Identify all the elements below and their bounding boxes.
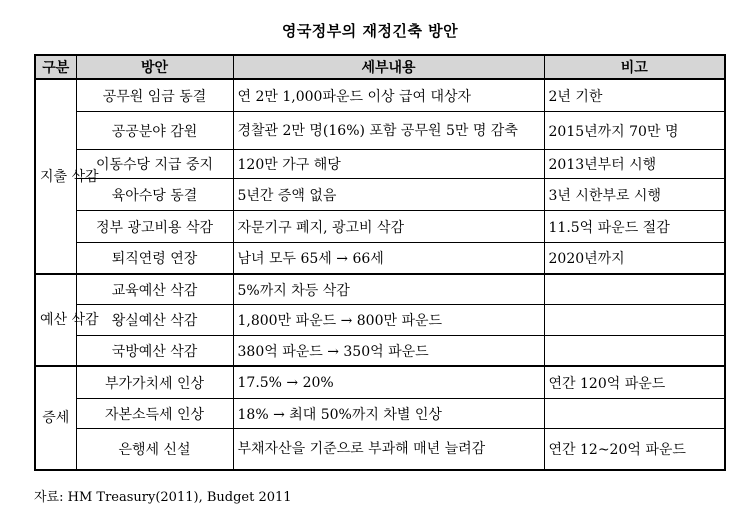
plan-cell: 공공분야 감원 — [76, 112, 233, 150]
note-cell: 3년 시한부로 시행 — [544, 179, 725, 211]
detail-cell: 5%까지 차등 삭감 — [233, 274, 544, 305]
plan-cell: 정부 광고비용 삭감 — [76, 211, 233, 243]
note-cell: 2013년부터 시행 — [544, 150, 725, 179]
table-row — [35, 305, 725, 336]
detail-cell: 17.5% → 20% — [233, 366, 544, 399]
header-note: 비고 — [544, 55, 725, 79]
plan-cell: 부가가치세 인상 — [76, 366, 233, 399]
plan-cell: 국방예산 삭감 — [76, 336, 233, 367]
note-cell — [544, 305, 725, 336]
table-row — [35, 429, 725, 471]
table-row — [35, 112, 725, 150]
plan-cell: 자본소득세 인상 — [76, 399, 233, 429]
table-row — [35, 274, 725, 305]
note-cell: 2015년까지 70만 명 — [544, 112, 725, 150]
note-cell — [544, 336, 725, 367]
detail-cell: 부채자산을 기준으로 부과해 매년 늘려감 — [233, 429, 544, 471]
detail-cell: 120만 가구 해당 — [233, 150, 544, 179]
plan-cell: 은행세 신설 — [76, 429, 233, 471]
table-row — [35, 150, 725, 179]
note-cell — [544, 274, 725, 305]
detail-cell: 1,800만 파운드 → 800만 파운드 — [233, 305, 544, 336]
note-cell: 11.5억 파운드 절감 — [544, 211, 725, 243]
austerity-table — [34, 54, 726, 471]
header-category: 구분 — [35, 55, 76, 79]
plan-cell: 이동수당 지급 중지 — [76, 150, 233, 179]
category-cell: 증세 — [35, 366, 76, 470]
table-row — [35, 243, 725, 275]
table-row — [35, 366, 725, 399]
table-header-row — [35, 55, 725, 79]
note-cell — [544, 399, 725, 429]
document-title: 영국정부의 재정긴축 방안 — [281, 22, 459, 40]
source-note: 자료: HM Treasury(2011), Budget 2011 — [34, 490, 292, 505]
table-row — [35, 179, 725, 211]
detail-cell: 연 2만 1,000파운드 이상 급여 대상자 — [233, 79, 544, 112]
note-cell: 연간 12~20억 파운드 — [544, 429, 725, 471]
table-row — [35, 336, 725, 367]
plan-cell: 교육예산 삭감 — [76, 274, 233, 305]
category-cell: 예산 삭감 — [35, 274, 76, 366]
category-cell: 지출 삭감 — [35, 79, 76, 274]
detail-cell: 18% → 최대 50%까지 차별 인상 — [233, 399, 544, 429]
detail-cell: 5년간 증액 없음 — [233, 179, 544, 211]
detail-cell: 자문기구 폐지, 광고비 삭감 — [233, 211, 544, 243]
plan-cell: 육아수당 동결 — [76, 179, 233, 211]
header-detail: 세부내용 — [233, 55, 544, 79]
detail-cell: 남녀 모두 65세 → 66세 — [233, 243, 544, 275]
plan-cell: 왕실예산 삭감 — [76, 305, 233, 336]
plan-cell: 공무원 임금 동결 — [76, 79, 233, 112]
plan-cell: 퇴직연령 연장 — [76, 243, 233, 275]
detail-cell: 380억 파운드 → 350억 파운드 — [233, 336, 544, 367]
detail-cell: 경찰관 2만 명(16%) 포함 공무원 5만 명 감축 — [233, 112, 544, 150]
table-row — [35, 211, 725, 243]
table-row — [35, 399, 725, 429]
note-cell: 연간 120억 파운드 — [544, 366, 725, 399]
note-cell: 2020년까지 — [544, 243, 725, 275]
header-plan: 방안 — [76, 55, 233, 79]
note-cell: 2년 기한 — [544, 79, 725, 112]
table-row — [35, 79, 725, 112]
